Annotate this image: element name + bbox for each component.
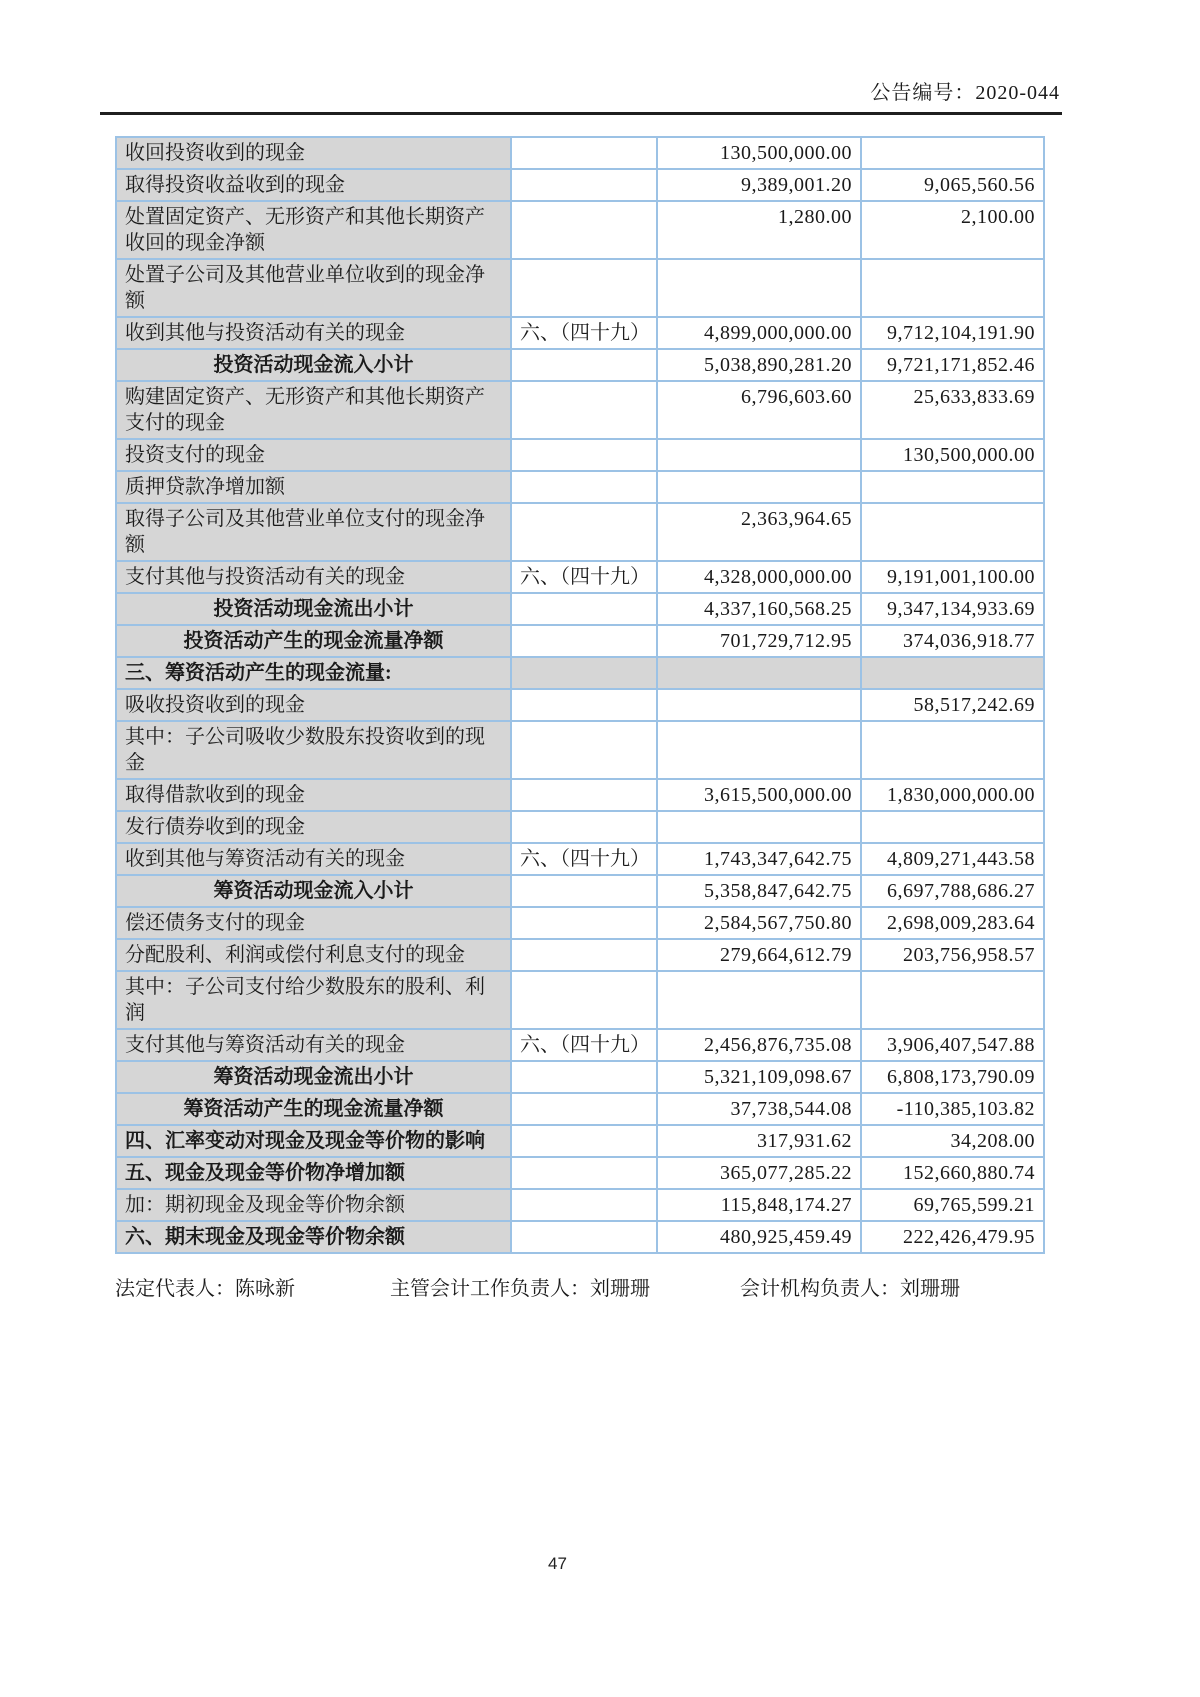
amount-previous-cell: 203,756,958.57 bbox=[861, 939, 1044, 971]
amount-current-cell: 5,358,847,642.75 bbox=[657, 875, 861, 907]
header-divider bbox=[100, 112, 1062, 115]
table-row bbox=[116, 317, 1044, 349]
item-label-cell: 发行债券收到的现金 bbox=[116, 811, 511, 843]
amount-previous-cell bbox=[861, 657, 1044, 689]
table-row bbox=[116, 503, 1044, 561]
table-row bbox=[116, 1221, 1044, 1253]
amount-current-cell bbox=[657, 439, 861, 471]
item-label-cell: 收回投资收到的现金 bbox=[116, 137, 511, 169]
table-row bbox=[116, 689, 1044, 721]
amount-current-cell: 9,389,001.20 bbox=[657, 169, 861, 201]
page-number: 47 bbox=[548, 1554, 567, 1573]
notice-number: 公告编号：2020-044 bbox=[870, 82, 1060, 104]
table-row bbox=[116, 779, 1044, 811]
note-reference-cell bbox=[511, 349, 657, 381]
amount-current-cell bbox=[657, 721, 861, 779]
amount-current-cell: 4,899,000,000.00 bbox=[657, 317, 861, 349]
item-label-cell: 取得子公司及其他营业单位支付的现金净额 bbox=[116, 503, 511, 561]
amount-previous-cell: 2,698,009,283.64 bbox=[861, 907, 1044, 939]
note-reference-cell bbox=[511, 593, 657, 625]
amount-current-cell: 5,038,890,281.20 bbox=[657, 349, 861, 381]
note-reference-cell: 六、（四十九） bbox=[511, 561, 657, 593]
item-label-cell: 支付其他与筹资活动有关的现金 bbox=[116, 1029, 511, 1061]
note-reference-cell bbox=[511, 471, 657, 503]
amount-current-cell bbox=[657, 811, 861, 843]
note-reference-cell bbox=[511, 1189, 657, 1221]
amount-previous-cell bbox=[861, 721, 1044, 779]
note-reference-cell bbox=[511, 1093, 657, 1125]
cash-flow-table-container bbox=[115, 136, 1043, 1254]
amount-current-cell: 115,848,174.27 bbox=[657, 1189, 861, 1221]
item-label-cell: 筹资活动产生的现金流量净额 bbox=[116, 1093, 511, 1125]
item-label-cell: 购建固定资产、无形资产和其他长期资产支付的现金 bbox=[116, 381, 511, 439]
table-row bbox=[116, 169, 1044, 201]
table-row bbox=[116, 349, 1044, 381]
amount-previous-cell bbox=[861, 811, 1044, 843]
amount-current-cell: 480,925,459.49 bbox=[657, 1221, 861, 1253]
amount-previous-cell: 374,036,918.77 bbox=[861, 625, 1044, 657]
table-row bbox=[116, 201, 1044, 259]
amount-previous-cell: 6,808,173,790.09 bbox=[861, 1061, 1044, 1093]
amount-current-cell bbox=[657, 657, 861, 689]
amount-previous-cell bbox=[861, 471, 1044, 503]
amount-current-cell: 365,077,285.22 bbox=[657, 1157, 861, 1189]
item-label-cell: 六、期末现金及现金等价物余额 bbox=[116, 1221, 511, 1253]
table-row bbox=[116, 971, 1044, 1029]
note-reference-cell bbox=[511, 201, 657, 259]
item-label-cell: 处置固定资产、无形资产和其他长期资产收回的现金净额 bbox=[116, 201, 511, 259]
amount-current-cell bbox=[657, 471, 861, 503]
item-label-cell: 收到其他与投资活动有关的现金 bbox=[116, 317, 511, 349]
amount-previous-cell bbox=[861, 971, 1044, 1029]
amount-previous-cell: 130,500,000.00 bbox=[861, 439, 1044, 471]
table-row bbox=[116, 625, 1044, 657]
table-row bbox=[116, 439, 1044, 471]
item-label-cell: 四、汇率变动对现金及现金等价物的影响 bbox=[116, 1125, 511, 1157]
table-row bbox=[116, 811, 1044, 843]
amount-current-cell: 2,363,964.65 bbox=[657, 503, 861, 561]
note-reference-cell bbox=[511, 811, 657, 843]
table-row bbox=[116, 1061, 1044, 1093]
note-reference-cell bbox=[511, 625, 657, 657]
item-label-cell: 三、筹资活动产生的现金流量: bbox=[116, 657, 511, 689]
item-label-cell: 取得借款收到的现金 bbox=[116, 779, 511, 811]
note-reference-cell bbox=[511, 503, 657, 561]
amount-current-cell: 5,321,109,098.67 bbox=[657, 1061, 861, 1093]
note-reference-cell: 六、（四十九） bbox=[511, 317, 657, 349]
note-reference-cell bbox=[511, 1221, 657, 1253]
signature-line bbox=[115, 1272, 1055, 1302]
amount-previous-cell: 34,208.00 bbox=[861, 1125, 1044, 1157]
note-reference-cell bbox=[511, 439, 657, 471]
note-reference-cell bbox=[511, 971, 657, 1029]
amount-current-cell: 4,337,160,568.25 bbox=[657, 593, 861, 625]
item-label-cell: 投资活动产生的现金流量净额 bbox=[116, 625, 511, 657]
table-row bbox=[116, 1125, 1044, 1157]
table-row bbox=[116, 137, 1044, 169]
amount-current-cell: 1,743,347,642.75 bbox=[657, 843, 861, 875]
item-label-cell: 五、现金及现金等价物净增加额 bbox=[116, 1157, 511, 1189]
item-label-cell: 处置子公司及其他营业单位收到的现金净额 bbox=[116, 259, 511, 317]
note-reference-cell bbox=[511, 137, 657, 169]
cash-flow-statement-table bbox=[115, 136, 1045, 1254]
amount-previous-cell bbox=[861, 503, 1044, 561]
amount-previous-cell: 9,712,104,191.90 bbox=[861, 317, 1044, 349]
amount-previous-cell: 25,633,833.69 bbox=[861, 381, 1044, 439]
note-reference-cell bbox=[511, 689, 657, 721]
note-reference-cell bbox=[511, 381, 657, 439]
amount-previous-cell: -110,385,103.82 bbox=[861, 1093, 1044, 1125]
item-label-cell: 其中：子公司支付给少数股东的股利、利润 bbox=[116, 971, 511, 1029]
item-label-cell: 筹资活动现金流出小计 bbox=[116, 1061, 511, 1093]
table-row bbox=[116, 939, 1044, 971]
amount-previous-cell: 1,830,000,000.00 bbox=[861, 779, 1044, 811]
note-reference-cell bbox=[511, 1125, 657, 1157]
amount-previous-cell: 9,347,134,933.69 bbox=[861, 593, 1044, 625]
amount-previous-cell: 152,660,880.74 bbox=[861, 1157, 1044, 1189]
amount-previous-cell: 3,906,407,547.88 bbox=[861, 1029, 1044, 1061]
note-reference-cell: 六、（四十九） bbox=[511, 843, 657, 875]
amount-current-cell: 2,584,567,750.80 bbox=[657, 907, 861, 939]
note-reference-cell bbox=[511, 779, 657, 811]
amount-previous-cell: 222,426,479.95 bbox=[861, 1221, 1044, 1253]
note-reference-cell bbox=[511, 1061, 657, 1093]
table-row bbox=[116, 593, 1044, 625]
item-label-cell: 收到其他与筹资活动有关的现金 bbox=[116, 843, 511, 875]
note-reference-cell bbox=[511, 259, 657, 317]
amount-current-cell: 1,280.00 bbox=[657, 201, 861, 259]
note-reference-cell bbox=[511, 721, 657, 779]
table-row bbox=[116, 1029, 1044, 1061]
amount-previous-cell: 69,765,599.21 bbox=[861, 1189, 1044, 1221]
amount-current-cell: 279,664,612.79 bbox=[657, 939, 861, 971]
note-reference-cell bbox=[511, 875, 657, 907]
table-row bbox=[116, 1189, 1044, 1221]
amount-current-cell: 37,738,544.08 bbox=[657, 1093, 861, 1125]
note-reference-cell bbox=[511, 657, 657, 689]
amount-current-cell: 6,796,603.60 bbox=[657, 381, 861, 439]
amount-current-cell: 4,328,000,000.00 bbox=[657, 561, 861, 593]
amount-previous-cell: 4,809,271,443.58 bbox=[861, 843, 1044, 875]
item-label-cell: 投资支付的现金 bbox=[116, 439, 511, 471]
amount-current-cell: 2,456,876,735.08 bbox=[657, 1029, 861, 1061]
amount-current-cell bbox=[657, 689, 861, 721]
amount-previous-cell: 9,721,171,852.46 bbox=[861, 349, 1044, 381]
table-row bbox=[116, 907, 1044, 939]
amount-current-cell: 317,931.62 bbox=[657, 1125, 861, 1157]
item-label-cell: 偿还债务支付的现金 bbox=[116, 907, 511, 939]
chief-accounting-officer: 主管会计工作负责人：刘珊珊 bbox=[390, 1278, 650, 1300]
item-label-cell: 支付其他与投资活动有关的现金 bbox=[116, 561, 511, 593]
table-row bbox=[116, 1093, 1044, 1125]
amount-current-cell: 3,615,500,000.00 bbox=[657, 779, 861, 811]
table-row bbox=[116, 721, 1044, 779]
table-row bbox=[116, 471, 1044, 503]
note-reference-cell: 六、（四十九） bbox=[511, 1029, 657, 1061]
table-row bbox=[116, 259, 1044, 317]
amount-previous-cell: 9,191,001,100.00 bbox=[861, 561, 1044, 593]
note-reference-cell bbox=[511, 939, 657, 971]
item-label-cell: 加：期初现金及现金等价物余额 bbox=[116, 1189, 511, 1221]
amount-previous-cell bbox=[861, 137, 1044, 169]
note-reference-cell bbox=[511, 907, 657, 939]
amount-current-cell: 130,500,000.00 bbox=[657, 137, 861, 169]
amount-previous-cell: 2,100.00 bbox=[861, 201, 1044, 259]
amount-previous-cell: 6,697,788,686.27 bbox=[861, 875, 1044, 907]
amount-previous-cell bbox=[861, 259, 1044, 317]
legal-representative: 法定代表人：陈咏新 bbox=[115, 1278, 295, 1300]
item-label-cell: 分配股利、利润或偿付利息支付的现金 bbox=[116, 939, 511, 971]
item-label-cell: 质押贷款净增加额 bbox=[116, 471, 511, 503]
table-row bbox=[116, 657, 1044, 689]
table-row bbox=[116, 381, 1044, 439]
table-row bbox=[116, 875, 1044, 907]
note-reference-cell bbox=[511, 1157, 657, 1189]
item-label-cell: 筹资活动现金流入小计 bbox=[116, 875, 511, 907]
amount-current-cell bbox=[657, 259, 861, 317]
item-label-cell: 其中：子公司吸收少数股东投资收到的现金 bbox=[116, 721, 511, 779]
amount-previous-cell: 9,065,560.56 bbox=[861, 169, 1044, 201]
note-reference-cell bbox=[511, 169, 657, 201]
table-row bbox=[116, 843, 1044, 875]
table-row bbox=[116, 561, 1044, 593]
accounting-department-head: 会计机构负责人：刘珊珊 bbox=[740, 1278, 960, 1300]
item-label-cell: 取得投资收益收到的现金 bbox=[116, 169, 511, 201]
table-row bbox=[116, 1157, 1044, 1189]
amount-current-cell: 701,729,712.95 bbox=[657, 625, 861, 657]
amount-current-cell bbox=[657, 971, 861, 1029]
amount-previous-cell: 58,517,242.69 bbox=[861, 689, 1044, 721]
item-label-cell: 吸收投资收到的现金 bbox=[116, 689, 511, 721]
item-label-cell: 投资活动现金流出小计 bbox=[116, 593, 511, 625]
item-label-cell: 投资活动现金流入小计 bbox=[116, 349, 511, 381]
